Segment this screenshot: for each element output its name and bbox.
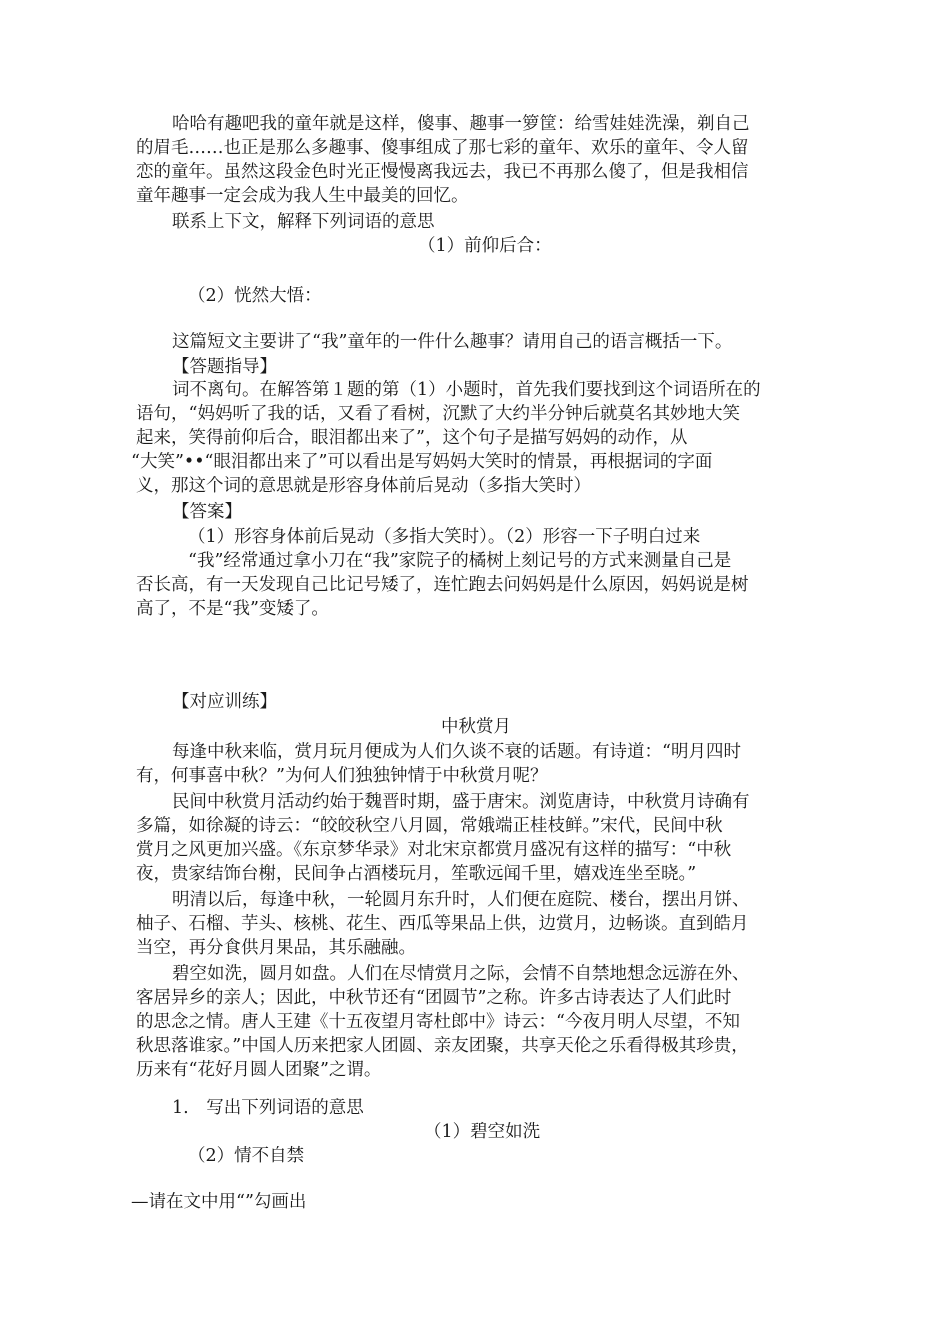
section-heading: 【答题指导】 [172, 357, 277, 377]
text-line: 多篇，如徐凝的诗云：“皎皎秋空八月圆，常娥端正桂枝鲜。”宋代，民间中秋 [136, 816, 723, 836]
text-line: 哈哈有趣吧我的童年就是这样，傻事、趣事一箩筐：给雪娃娃洗澡，剃自己 [172, 114, 750, 134]
text-line: 的思念之情。唐人王建《十五夜望月寄杜郎中》诗云：“今夜月明人尽望，不知 [136, 1012, 740, 1032]
text-line: 每逢中秋来临，赏月玩月便成为人们久谈不衰的话题。有诗道：“明月四时 [172, 742, 741, 762]
text-line: 客居异乡的亲人；因此，中秋节还有“团圆节”之称。许多古诗表达了人们此时 [136, 988, 732, 1008]
text-line: 语句，“妈妈听了我的话，又看了看树，沉默了大约半分钟后就莫名其妙地大笑 [136, 404, 740, 424]
section-heading: 【答案】 [172, 502, 242, 522]
section-heading: 【对应训练】 [172, 692, 277, 712]
text-line: 有，何事喜中秋？”为何人们独独钟情于中秋赏月呢？ [136, 766, 548, 786]
passage-title: 中秋赏月 [441, 717, 511, 737]
text-line: “我”经常通过拿小刀在“我”家院子的橘树上刻记号的方式来测量自己是 [188, 551, 732, 571]
text-line: 碧空如洗，圆月如盘。人们在尽情赏月之际，会情不自禁地想念远游在外、 [172, 964, 750, 984]
text-line: 秋思落谁家。”中国人历来把家人团圆、亲友团聚，共享天伦之乐看得极其珍贵， [136, 1036, 749, 1056]
text-line: 历来有“花好月圆人团聚”之谓。 [136, 1060, 382, 1080]
answer-line: （1）形容身体前后晃动（多指大笑时）。（2）形容一下子明白过来 [188, 527, 701, 547]
text-line: 当空，再分食供月果品，其乐融融。 [136, 938, 416, 958]
text-line: 的眉毛……也正是那么多趣事、傻事组成了那七彩的童年、欢乐的童年、令人留 [136, 138, 749, 158]
question-item: （1）碧空如洗 [424, 1122, 541, 1142]
text-line: 民间中秋赏月活动约始于魏晋时期，盛于唐宋。浏览唐诗，中秋赏月诗确有 [172, 792, 750, 812]
text-line: 高了，不是“我”变矮了。 [136, 599, 329, 619]
text-line: 起来，笑得前仰后合，眼泪都出来了”，这个句子是描写妈妈的动作，从 [136, 428, 688, 448]
question-heading: 1. 写出下列词语的意思 [172, 1098, 364, 1118]
text-line: 柚子、石榴、芋头、核桃、花生、西瓜等果品上供，边赏月，边畅谈。直到皓月 [136, 914, 749, 934]
question-line: —请在文中用“”勾画出 [131, 1192, 307, 1212]
instruction-line: 联系上下文，解释下列词语的意思 [172, 212, 435, 232]
text-line: 义，那这个词的意思就是形容身体前后晃动（多指大笑时） [136, 476, 591, 496]
question-item: （2）恍然大悟： [188, 286, 322, 306]
question-item: （2）情不自禁 [188, 1146, 305, 1166]
text-line: 明清以后，每逢中秋，一轮圆月东升时，人们便在庭院、楼台，摆出月饼、 [172, 890, 750, 910]
text-line: 童年趣事一定会成为我人生中最美的回忆。 [136, 186, 469, 206]
text-line: “大笑”••“眼泪都出来了”可以看出是写妈妈大笑时的情景，再根据词的字面 [131, 452, 713, 472]
text-line: 否长高，有一天发现自己比记号矮了，连忙跑去问妈妈是什么原因，妈妈说是树 [136, 575, 749, 595]
text-line: 恋的童年。虽然这段金色时光正慢慢离我远去，我已不再那么傻了，但是我相信 [136, 162, 749, 182]
text-line: 词不离句。在解答第１题的第（1）小题时，首先我们要找到这个词语所在的 [172, 380, 761, 400]
question-item: （1）前仰后合： [418, 236, 552, 256]
question-line: 这篇短文主要讲了“我”童年的一件什么趣事？请用自己的语言概括一下。 [172, 332, 733, 352]
text-line: 夜，贵家结饰台榭，民间争占酒楼玩月，笙歌远闻千里，嬉戏连坐至晓。” [136, 864, 697, 884]
text-line: 赏月之风更加兴盛。《东京梦华录》对北宋京都赏月盛况有这样的描写：“中秋 [136, 840, 732, 860]
